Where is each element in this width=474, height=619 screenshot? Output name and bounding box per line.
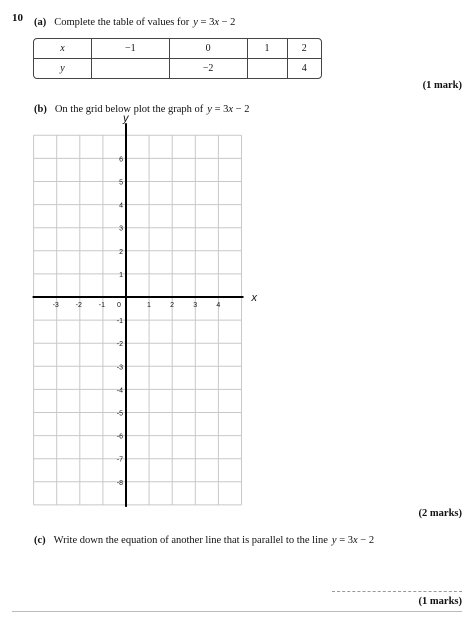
part-a-equation: y = 3x − 2 — [193, 17, 236, 28]
x-tick-label: 3 — [193, 302, 198, 309]
y-tick-label: -2 — [116, 341, 123, 349]
x-tick-label: -2 — [75, 302, 82, 309]
table-cell: 0 — [170, 39, 248, 59]
y-tick-label: 5 — [119, 179, 123, 187]
answer-line[interactable] — [332, 591, 462, 592]
table-cell: −1 — [92, 39, 170, 59]
part-a-marks: (1 mark) — [422, 80, 462, 91]
x-tick-label: 2 — [170, 302, 175, 309]
table-cell: 2 — [288, 39, 321, 59]
x-tick-label: 1 — [147, 302, 151, 309]
x-tick-label: -1 — [98, 302, 106, 309]
y-tick-label: 2 — [119, 248, 123, 256]
question-number: 10 — [12, 12, 23, 24]
part-b-label: (b) — [34, 104, 47, 115]
y-tick-label: 6 — [119, 156, 123, 164]
y-tick-label: -1 — [116, 318, 123, 326]
x-axis-label: x — [251, 292, 257, 304]
part-b-equation: y = 3x − 2 — [207, 104, 250, 115]
part-c-prompt — [34, 530, 374, 548]
part-c-text: Write down the equation of another line that is parallel to the line — [53, 535, 328, 546]
y-tick-label: 1 — [119, 271, 123, 279]
y-tick-label: -7 — [116, 456, 123, 464]
part-b-marks: (2 marks) — [418, 508, 462, 519]
y-tick-label: -3 — [116, 364, 123, 372]
y-tick-label: 4 — [119, 202, 123, 210]
x-tick-label: -3 — [52, 302, 59, 309]
part-c-marks: (1 marks) — [418, 596, 462, 607]
page-footer-rule — [12, 611, 462, 612]
part-a-text: Complete the table of values for — [54, 17, 190, 28]
y-tick-label: -8 — [116, 479, 123, 487]
part-a-label: (a) — [34, 17, 47, 28]
table-cell: −2 — [170, 59, 248, 78]
y-tick-label: -6 — [116, 433, 123, 441]
y-tick-label: -5 — [116, 410, 123, 418]
part-c-label: (c) — [34, 535, 46, 546]
table-cell: 1 — [248, 39, 288, 59]
part-c-equation: y = 3x − 2 — [331, 535, 375, 546]
table-header-x: x — [34, 39, 92, 59]
x-tick-label: 4 — [216, 302, 221, 309]
table-header-y: y — [34, 59, 92, 78]
x-tick-label: 0 — [117, 302, 121, 309]
part-b-text: On the grid below plot the graph of — [54, 104, 204, 115]
y-axis-label: y — [123, 112, 129, 125]
y-tick-label: -4 — [116, 387, 123, 395]
table-cell: 4 — [301, 63, 307, 74]
y-tick-label: 3 — [119, 225, 123, 233]
